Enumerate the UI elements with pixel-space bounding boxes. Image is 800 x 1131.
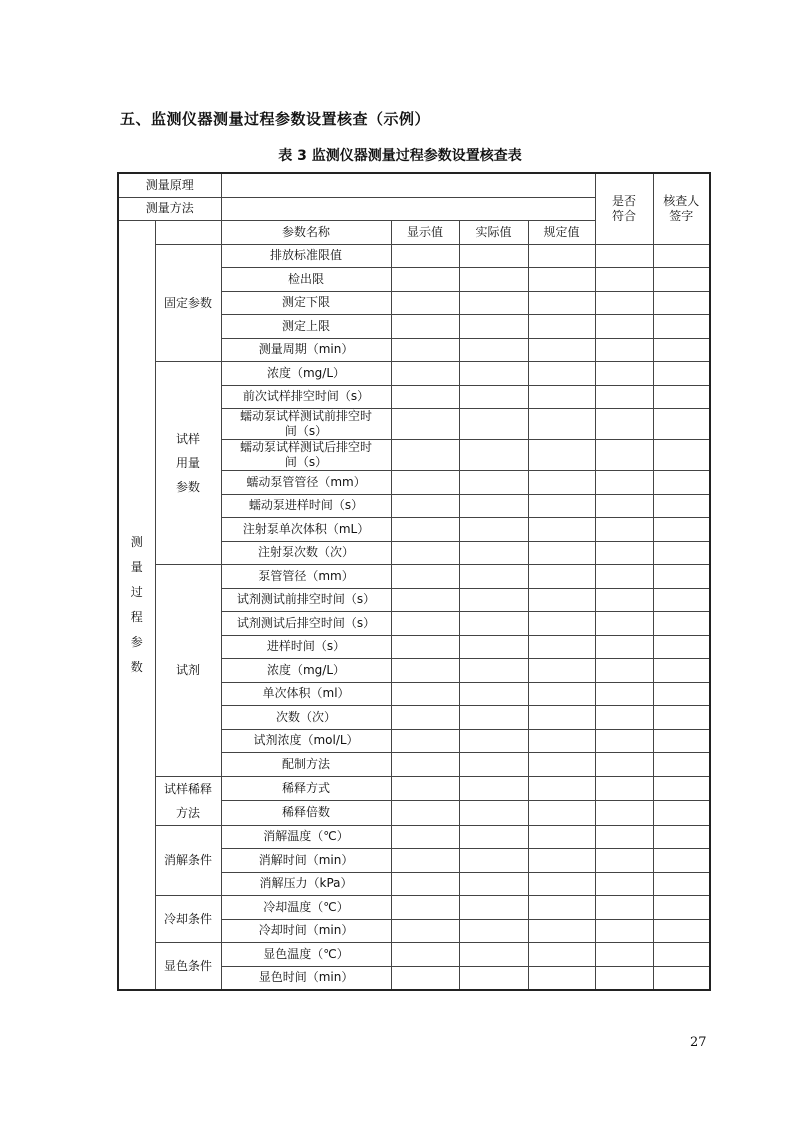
conform-cell[interactable] bbox=[595, 471, 653, 495]
actual-value-cell[interactable] bbox=[459, 966, 528, 990]
param-name: 测定上限 bbox=[221, 315, 391, 339]
display-value-cell[interactable] bbox=[391, 409, 459, 440]
group-label bbox=[155, 362, 221, 565]
row-principle bbox=[118, 173, 710, 197]
param-name: 蠕动泵试样测试前排空时间（s） bbox=[221, 409, 391, 440]
conform-cell[interactable] bbox=[595, 682, 653, 706]
signer-cell[interactable] bbox=[653, 409, 710, 440]
display-value-cell[interactable] bbox=[391, 338, 459, 362]
specified-value-cell[interactable] bbox=[528, 362, 595, 386]
conform-header bbox=[595, 173, 653, 244]
table-row bbox=[118, 943, 710, 967]
conform-cell[interactable] bbox=[595, 896, 653, 920]
signer-cell[interactable] bbox=[653, 244, 710, 268]
conform-cell[interactable] bbox=[595, 338, 653, 362]
group-label-line: 试剂 bbox=[176, 663, 201, 678]
principle-value-cell[interactable] bbox=[221, 173, 595, 197]
conform-cell[interactable] bbox=[595, 919, 653, 943]
display-value-header: 显示值 bbox=[391, 221, 459, 245]
display-value-cell[interactable] bbox=[391, 541, 459, 565]
table-row bbox=[118, 896, 710, 920]
display-value-cell[interactable] bbox=[391, 849, 459, 873]
actual-value-cell[interactable] bbox=[459, 409, 528, 440]
display-value-cell[interactable] bbox=[391, 825, 459, 849]
param-name: 注射泵次数（次） bbox=[221, 541, 391, 565]
param-name: 次数（次） bbox=[221, 706, 391, 730]
actual-value-cell[interactable] bbox=[459, 919, 528, 943]
group-label bbox=[155, 825, 221, 896]
conform-cell[interactable] bbox=[595, 825, 653, 849]
specified-value-cell[interactable] bbox=[528, 268, 595, 292]
actual-value-cell[interactable] bbox=[459, 440, 528, 471]
specified-value-cell[interactable] bbox=[528, 966, 595, 990]
outer-label-measurement-process-params bbox=[118, 221, 155, 991]
conform-cell[interactable] bbox=[595, 244, 653, 268]
conform-cell[interactable] bbox=[595, 588, 653, 612]
param-name: 注射泵单次体积（mL） bbox=[221, 518, 391, 542]
specified-value-header: 规定值 bbox=[528, 221, 595, 245]
table-row bbox=[118, 362, 710, 386]
display-value-cell[interactable] bbox=[391, 315, 459, 339]
conform-header-line1: 是否 bbox=[612, 193, 637, 208]
param-name: 前次试样排空时间（s） bbox=[221, 385, 391, 409]
display-value-cell[interactable] bbox=[391, 943, 459, 967]
display-value-cell[interactable] bbox=[391, 659, 459, 683]
display-value-cell[interactable] bbox=[391, 682, 459, 706]
specified-value-cell[interactable] bbox=[528, 338, 595, 362]
conform-cell[interactable] bbox=[595, 518, 653, 542]
group-label-line: 试样稀释 bbox=[164, 781, 213, 796]
conform-cell[interactable] bbox=[595, 440, 653, 471]
method-value-cell[interactable] bbox=[221, 197, 595, 221]
display-value-cell[interactable] bbox=[391, 801, 459, 826]
display-value-cell[interactable] bbox=[391, 385, 459, 409]
outer-label-char: 测 bbox=[130, 535, 143, 549]
signer-cell[interactable] bbox=[653, 588, 710, 612]
specified-value-cell[interactable] bbox=[528, 494, 595, 518]
page-number: 27 bbox=[690, 1035, 707, 1050]
actual-value-cell[interactable] bbox=[459, 872, 528, 896]
signer-cell[interactable] bbox=[653, 943, 710, 967]
actual-value-cell[interactable] bbox=[459, 291, 528, 315]
group-label-line: 冷却条件 bbox=[164, 912, 213, 926]
actual-value-cell[interactable] bbox=[459, 896, 528, 920]
specified-value-cell[interactable] bbox=[528, 588, 595, 612]
param-name: 显色时间（min） bbox=[221, 966, 391, 990]
actual-value-cell[interactable] bbox=[459, 518, 528, 542]
param-name: 稀释倍数 bbox=[221, 801, 391, 826]
display-value-cell[interactable] bbox=[391, 635, 459, 659]
table-row bbox=[118, 565, 710, 589]
signer-cell[interactable] bbox=[653, 896, 710, 920]
actual-value-cell[interactable] bbox=[459, 588, 528, 612]
specified-value-cell[interactable] bbox=[528, 612, 595, 636]
display-value-cell[interactable] bbox=[391, 919, 459, 943]
group-label bbox=[155, 565, 221, 777]
specified-value-cell[interactable] bbox=[528, 518, 595, 542]
display-value-cell[interactable] bbox=[391, 706, 459, 730]
signer-cell[interactable] bbox=[653, 753, 710, 777]
signer-cell[interactable] bbox=[653, 471, 710, 495]
signer-cell[interactable] bbox=[653, 565, 710, 589]
specified-value-cell[interactable] bbox=[528, 896, 595, 920]
signer-cell[interactable] bbox=[653, 825, 710, 849]
signer-cell[interactable] bbox=[653, 635, 710, 659]
param-name: 试剂测试前排空时间（s） bbox=[221, 588, 391, 612]
table-caption: 表 3 监测仪器测量过程参数设置核查表 bbox=[278, 148, 522, 164]
signer-header-line1: 核查人 bbox=[663, 193, 700, 208]
conform-cell[interactable] bbox=[595, 494, 653, 518]
param-name: 浓度（mg/L） bbox=[221, 362, 391, 386]
signer-cell[interactable] bbox=[653, 315, 710, 339]
conform-cell[interactable] bbox=[595, 872, 653, 896]
specified-value-cell[interactable] bbox=[528, 315, 595, 339]
specified-value-cell[interactable] bbox=[528, 682, 595, 706]
param-name: 蠕动泵试样测试后排空时间（s） bbox=[221, 440, 391, 471]
param-name: 试剂测试后排空时间（s） bbox=[221, 612, 391, 636]
outer-label-char: 数 bbox=[130, 660, 143, 674]
actual-value-header: 实际值 bbox=[459, 221, 528, 245]
conform-cell[interactable] bbox=[595, 612, 653, 636]
group-label-line: 方法 bbox=[176, 805, 201, 820]
display-value-cell[interactable] bbox=[391, 565, 459, 589]
display-value-cell[interactable] bbox=[391, 872, 459, 896]
group-label-line: 参数 bbox=[176, 480, 201, 494]
display-value-cell[interactable] bbox=[391, 612, 459, 636]
group-header-blank bbox=[155, 221, 221, 245]
group-label bbox=[155, 943, 221, 991]
conform-cell[interactable] bbox=[595, 541, 653, 565]
signer-header-line2: 签字 bbox=[669, 208, 694, 223]
signer-cell[interactable] bbox=[653, 518, 710, 542]
param-name: 排放标准限值 bbox=[221, 244, 391, 268]
group-label-line: 试样 bbox=[176, 432, 201, 446]
param-name: 浓度（mg/L） bbox=[221, 659, 391, 683]
specified-value-cell[interactable] bbox=[528, 729, 595, 753]
display-value-cell[interactable] bbox=[391, 588, 459, 612]
method-label: 测量方法 bbox=[118, 197, 221, 221]
conform-cell[interactable] bbox=[595, 362, 653, 386]
conform-cell[interactable] bbox=[595, 635, 653, 659]
principle-label: 测量原理 bbox=[118, 173, 221, 197]
display-value-cell[interactable] bbox=[391, 896, 459, 920]
specified-value-cell[interactable] bbox=[528, 565, 595, 589]
conform-cell[interactable] bbox=[595, 659, 653, 683]
specified-value-cell[interactable] bbox=[528, 753, 595, 777]
table-row bbox=[118, 776, 710, 801]
outer-label-char: 参 bbox=[130, 635, 143, 649]
signer-cell[interactable] bbox=[653, 494, 710, 518]
display-value-cell[interactable] bbox=[391, 966, 459, 990]
conform-cell[interactable] bbox=[595, 385, 653, 409]
outer-label-char: 过 bbox=[130, 585, 143, 599]
param-name: 显色温度（℃） bbox=[221, 943, 391, 967]
actual-value-cell[interactable] bbox=[459, 682, 528, 706]
conform-cell[interactable] bbox=[595, 776, 653, 801]
param-name: 冷却时间（min） bbox=[221, 919, 391, 943]
actual-value-cell[interactable] bbox=[459, 385, 528, 409]
actual-value-cell[interactable] bbox=[459, 338, 528, 362]
display-value-cell[interactable] bbox=[391, 518, 459, 542]
signer-cell[interactable] bbox=[653, 706, 710, 730]
param-name: 泵管管径（mm） bbox=[221, 565, 391, 589]
outer-label-char: 量 bbox=[130, 560, 143, 574]
specified-value-cell[interactable] bbox=[528, 385, 595, 409]
display-value-cell[interactable] bbox=[391, 494, 459, 518]
param-name: 冷却温度（℃） bbox=[221, 896, 391, 920]
signer-cell[interactable] bbox=[653, 776, 710, 801]
outer-label-char: 程 bbox=[130, 610, 143, 624]
signer-cell[interactable] bbox=[653, 872, 710, 896]
specified-value-cell[interactable] bbox=[528, 659, 595, 683]
actual-value-cell[interactable] bbox=[459, 362, 528, 386]
actual-value-cell[interactable] bbox=[459, 315, 528, 339]
signer-cell[interactable] bbox=[653, 612, 710, 636]
signer-cell[interactable] bbox=[653, 268, 710, 292]
specified-value-cell[interactable] bbox=[528, 244, 595, 268]
table-row bbox=[118, 825, 710, 849]
group-label bbox=[155, 244, 221, 362]
display-value-cell[interactable] bbox=[391, 440, 459, 471]
table-row bbox=[118, 244, 710, 268]
conform-cell[interactable] bbox=[595, 753, 653, 777]
parameter-check-table bbox=[117, 172, 711, 991]
actual-value-cell[interactable] bbox=[459, 943, 528, 967]
conform-cell[interactable] bbox=[595, 291, 653, 315]
conform-cell[interactable] bbox=[595, 409, 653, 440]
conform-cell[interactable] bbox=[595, 565, 653, 589]
param-name: 试剂浓度（mol/L） bbox=[221, 729, 391, 753]
param-name: 消解压力（kPa） bbox=[221, 872, 391, 896]
actual-value-cell[interactable] bbox=[459, 612, 528, 636]
actual-value-cell[interactable] bbox=[459, 635, 528, 659]
signer-cell[interactable] bbox=[653, 291, 710, 315]
param-name: 测定下限 bbox=[221, 291, 391, 315]
display-value-cell[interactable] bbox=[391, 776, 459, 801]
display-value-cell[interactable] bbox=[391, 244, 459, 268]
actual-value-cell[interactable] bbox=[459, 753, 528, 777]
actual-value-cell[interactable] bbox=[459, 706, 528, 730]
actual-value-cell[interactable] bbox=[459, 471, 528, 495]
specified-value-cell[interactable] bbox=[528, 825, 595, 849]
specified-value-cell[interactable] bbox=[528, 440, 595, 471]
specified-value-cell[interactable] bbox=[528, 849, 595, 873]
param-name: 稀释方式 bbox=[221, 776, 391, 801]
param-name: 消解温度（℃） bbox=[221, 825, 391, 849]
conform-cell[interactable] bbox=[595, 706, 653, 730]
conform-cell[interactable] bbox=[595, 268, 653, 292]
actual-value-cell[interactable] bbox=[459, 825, 528, 849]
actual-value-cell[interactable] bbox=[459, 565, 528, 589]
specified-value-cell[interactable] bbox=[528, 872, 595, 896]
specified-value-cell[interactable] bbox=[528, 409, 595, 440]
param-name: 消解时间（min） bbox=[221, 849, 391, 873]
display-value-cell[interactable] bbox=[391, 291, 459, 315]
specified-value-cell[interactable] bbox=[528, 776, 595, 801]
actual-value-cell[interactable] bbox=[459, 268, 528, 292]
group-label-line: 固定参数 bbox=[164, 295, 213, 310]
signer-cell[interactable] bbox=[653, 966, 710, 990]
conform-header-line2: 符合 bbox=[612, 208, 637, 223]
specified-value-cell[interactable] bbox=[528, 943, 595, 967]
specified-value-cell[interactable] bbox=[528, 919, 595, 943]
signer-cell[interactable] bbox=[653, 338, 710, 362]
group-label-line: 显色条件 bbox=[164, 959, 213, 973]
param-name: 进样时间（s） bbox=[221, 635, 391, 659]
signer-cell[interactable] bbox=[653, 362, 710, 386]
signer-cell[interactable] bbox=[653, 440, 710, 471]
actual-value-cell[interactable] bbox=[459, 729, 528, 753]
specified-value-cell[interactable] bbox=[528, 291, 595, 315]
section-title: 五、监测仪器测量过程参数设置核查（示例） bbox=[120, 110, 431, 128]
conform-cell[interactable] bbox=[595, 729, 653, 753]
param-name-header: 参数名称 bbox=[221, 221, 391, 245]
actual-value-cell[interactable] bbox=[459, 801, 528, 826]
actual-value-cell[interactable] bbox=[459, 849, 528, 873]
param-name: 测量周期（min） bbox=[221, 338, 391, 362]
signer-cell[interactable] bbox=[653, 801, 710, 826]
signer-cell[interactable] bbox=[653, 541, 710, 565]
signer-cell[interactable] bbox=[653, 849, 710, 873]
display-value-cell[interactable] bbox=[391, 753, 459, 777]
specified-value-cell[interactable] bbox=[528, 471, 595, 495]
param-name: 蠕动泵管管径（mm） bbox=[221, 471, 391, 495]
conform-cell[interactable] bbox=[595, 943, 653, 967]
specified-value-cell[interactable] bbox=[528, 801, 595, 826]
param-name: 检出限 bbox=[221, 268, 391, 292]
display-value-cell[interactable] bbox=[391, 268, 459, 292]
signer-cell[interactable] bbox=[653, 385, 710, 409]
param-name: 单次体积（ml） bbox=[221, 682, 391, 706]
signer-cell[interactable] bbox=[653, 659, 710, 683]
signer-cell[interactable] bbox=[653, 729, 710, 753]
signer-cell[interactable] bbox=[653, 682, 710, 706]
group-label-line: 用量 bbox=[176, 456, 201, 470]
actual-value-cell[interactable] bbox=[459, 494, 528, 518]
group-label-line: 消解条件 bbox=[164, 853, 213, 868]
actual-value-cell[interactable] bbox=[459, 659, 528, 683]
display-value-cell[interactable] bbox=[391, 362, 459, 386]
signer-cell[interactable] bbox=[653, 919, 710, 943]
param-name: 配制方法 bbox=[221, 753, 391, 777]
conform-cell[interactable] bbox=[595, 966, 653, 990]
group-label bbox=[155, 776, 221, 825]
actual-value-cell[interactable] bbox=[459, 244, 528, 268]
conform-cell[interactable] bbox=[595, 801, 653, 826]
display-value-cell[interactable] bbox=[391, 471, 459, 495]
signer-header bbox=[653, 173, 710, 244]
param-name: 蠕动泵进样时间（s） bbox=[221, 494, 391, 518]
display-value-cell[interactable] bbox=[391, 729, 459, 753]
actual-value-cell[interactable] bbox=[459, 541, 528, 565]
group-label bbox=[155, 896, 221, 943]
actual-value-cell[interactable] bbox=[459, 776, 528, 801]
specified-value-cell[interactable] bbox=[528, 635, 595, 659]
conform-cell[interactable] bbox=[595, 315, 653, 339]
specified-value-cell[interactable] bbox=[528, 541, 595, 565]
conform-cell[interactable] bbox=[595, 849, 653, 873]
specified-value-cell[interactable] bbox=[528, 706, 595, 730]
